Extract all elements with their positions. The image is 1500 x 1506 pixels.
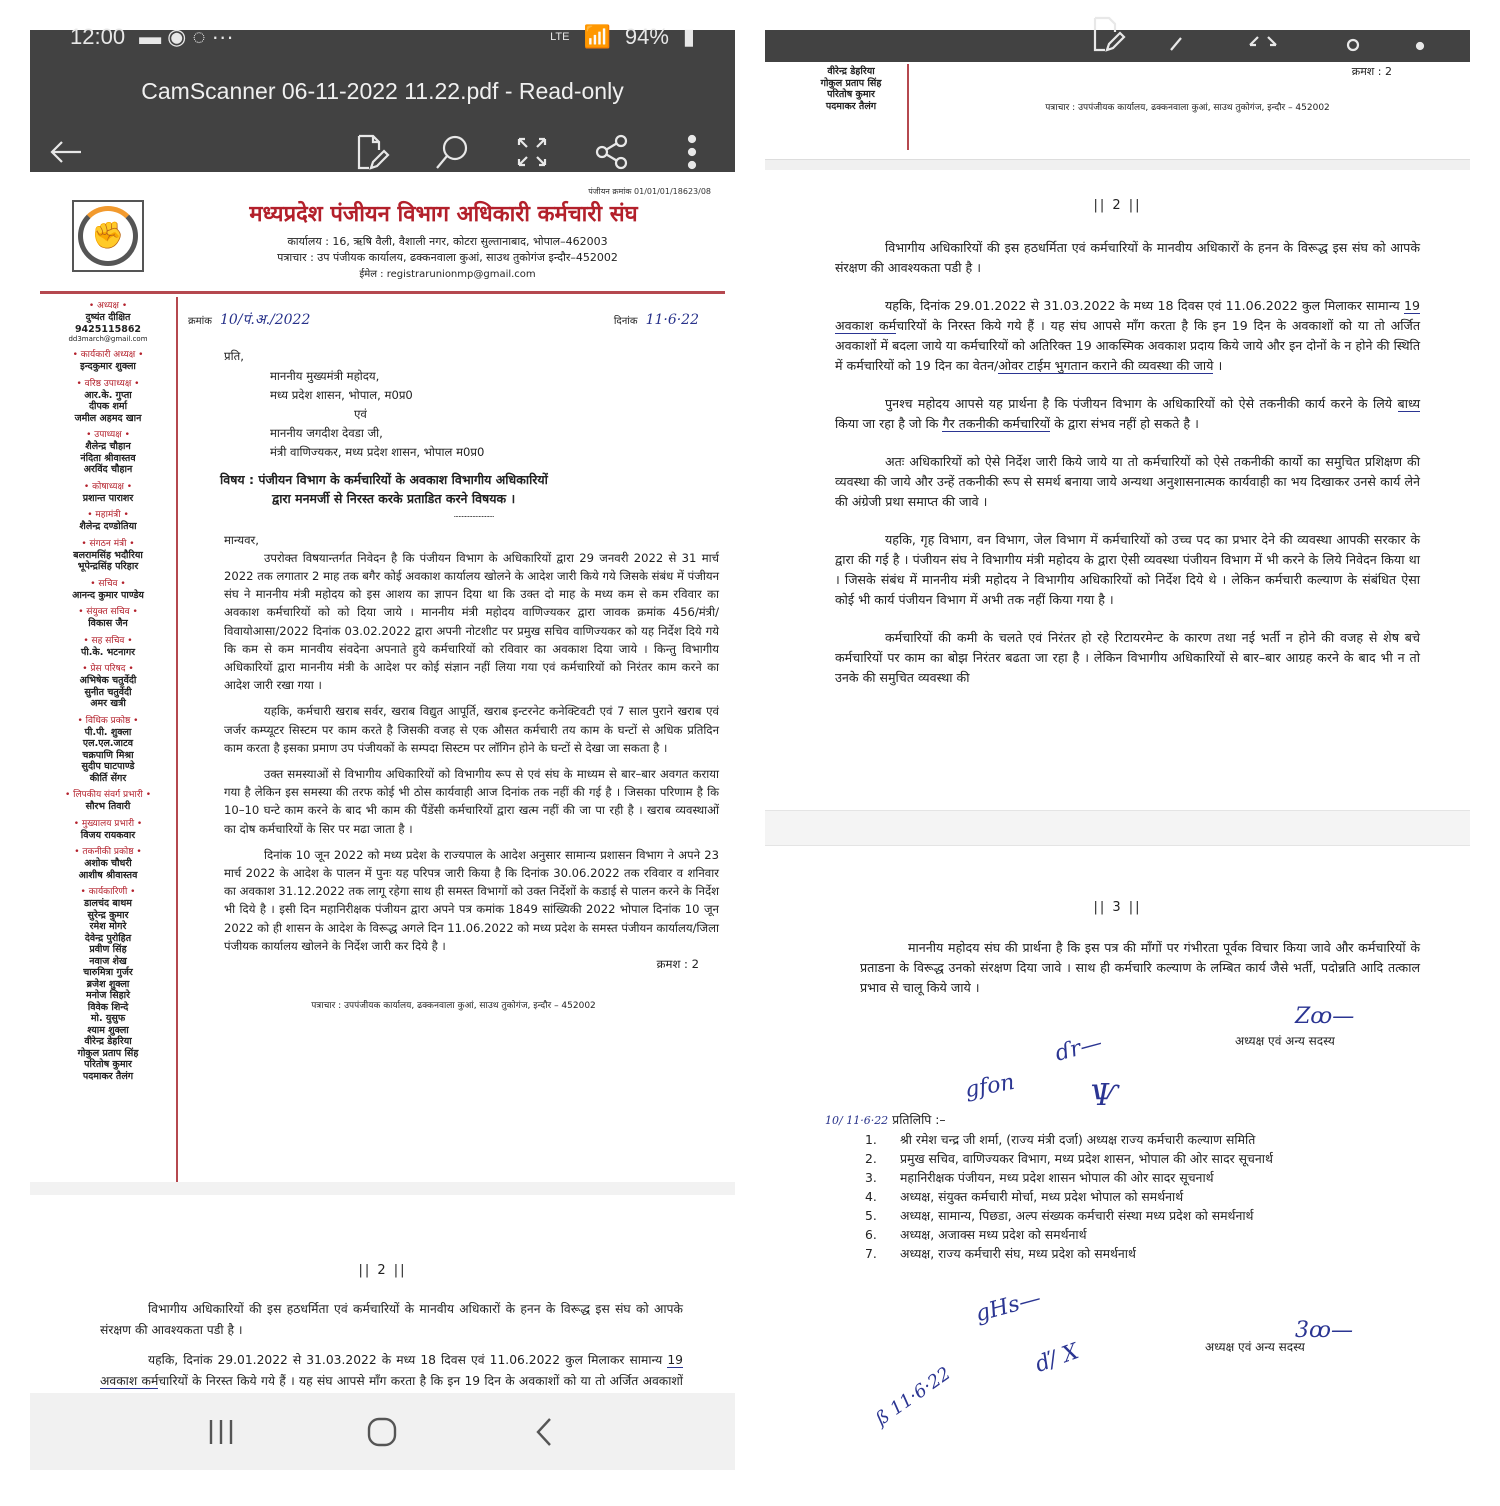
office-bearer-name: सुरेन्द्र कुमार — [87, 909, 129, 921]
office-bearer-name: जमील अहमद खान — [74, 412, 142, 424]
addressee-line: मध्य प्रदेश शासन, भोपाल, म0प्र0 — [270, 388, 413, 403]
page-number: || 2 || — [358, 1263, 407, 1278]
addressee-line: एवं — [354, 407, 367, 422]
office-bearer-role: • तकनीकी प्रकोष्ठ • — [74, 847, 142, 857]
organization-name: मध्यप्रदेश पंजीयन विभाग अधिकारी कर्मचारी संघ — [249, 201, 638, 227]
office-bearer-group — [40, 636, 176, 659]
office-bearer-name: शैलेन्द्र चौहान — [85, 441, 131, 452]
office-bearer-group — [40, 716, 176, 785]
page-footer: पत्राचार : उपपंजीयक कार्यालय, ढक्कनवाला कुआं, साउथ तुकोगंज, इन्दौर – 452002 — [1045, 103, 1330, 113]
paragraph: यहकि, कर्मचारी खराब सर्वर, खराब विद्युत आपूर्ति, खराब इन्टरनेट कनेक्टिवटी एवं 7 साल पुराने खराब एवं जर्जर कम्प्यूटर सिस्टम पर काम करते है जिसकी वजह से एक औसत कर्मचारी तय काम के घन्टों से अधिक प्रतिदिन काम करता है इसका प्रमाण उप पंजीयकों के सम्पदा सिस्टम पर लॉगिन होने के घन्टों से देखा जा सकता है । — [224, 704, 719, 755]
signatory-label: अध्यक्ष एवं अन्य सदस्य — [1205, 1340, 1305, 1354]
edit-pdf-icon — [355, 134, 389, 170]
signatory-label: अध्यक्ष एवं अन्य सदस्य — [1235, 1034, 1335, 1048]
office-bearer-name: गोकुल प्रताप सिंह — [77, 1047, 139, 1059]
member-signature: Ѱ — [1090, 1078, 1119, 1113]
cc-item-number: 1. — [865, 1132, 877, 1147]
office-bearer-role: • महामंत्री • — [87, 510, 129, 520]
cc-item — [825, 1206, 1390, 1225]
page-separator — [765, 160, 1470, 170]
cc-item-number: 4. — [865, 1189, 877, 1204]
office-bearer-role: • सचिव • — [90, 578, 126, 589]
office-bearer-group — [40, 350, 176, 373]
office-bearer-name: अशोक चौधरी — [84, 858, 132, 869]
letter-body — [188, 297, 719, 1182]
letterhead — [40, 172, 725, 294]
system-nav-bar — [30, 1393, 735, 1470]
letter-date: 11·6·22 — [645, 312, 699, 328]
back-button[interactable] — [46, 132, 86, 172]
cc-item — [825, 1149, 1390, 1168]
continued-marker: क्रमश : 2 — [656, 957, 699, 972]
office-bearer-group — [40, 819, 176, 842]
office-bearer-name: बलरामसिंह भदौरिया — [73, 549, 143, 561]
office-bearer-group — [40, 664, 176, 710]
cc-item-number: 7. — [865, 1246, 877, 1261]
handwritten-date: 11·6·22 — [886, 1363, 955, 1420]
document-title: CamScanner 06-11-2022 11.22.pdf - Read-only — [141, 78, 624, 104]
office-bearer-group — [40, 379, 176, 425]
office-bearer-group — [40, 510, 176, 533]
app-bar — [30, 50, 735, 172]
paragraph: यहकि, गृह विभाग, वन विभाग, जेल विभाग में कर्मचारियों को उच्च पद का प्रभार देने की व्यवस्था आपकी सरकार के द्वारा की गई है । पंजीयन संघ ने विभागीय मंत्री महोदय के द्वारा ऐसी व्यवस्था पंजीयन विभाग में भी करने के लिये निवेदन किया था । जिसके संबंध में माननीय मंत्री महोदय ने विभागीय अधिकारियों को निर्देश दिये थे । लेकिन कर्मचारी कल्याण के संबंधित ऐसा कोई भी कार्य पंजीयन विभाग में अभी तक नहीं किया गया है । — [835, 532, 1420, 607]
edit-pdf-button[interactable] — [352, 132, 392, 172]
cc-item — [825, 1187, 1390, 1206]
member-name: गोकुल प्रताप सिंह — [820, 77, 882, 89]
office-bearer-name: शैलेन्द्र दण्डोतिया — [79, 521, 137, 532]
addressee-line: माननीय मुख्यमंत्री महोदय, — [270, 369, 380, 384]
cc-item-text: महानिरीक्षक पंजीयन, मध्य प्रदेश शासन भोपाल की ओर सादर सूचनार्थ — [900, 1170, 1214, 1185]
pdf-page-2 — [30, 1195, 735, 1425]
network-label: LTE — [550, 31, 570, 43]
paragraph: माननीय महोदय संघ की प्रार्थना है कि इस पत्र की मॉंगों पर गंभीरता पूर्वक विचार किया जावे और कर्मचारियों के प्रताडना के विरूद्ध उनको संरक्षण दिया जावे । साथ ही कर्मचारि कल्याण के लम्बित कार्य जैसे भर्ती, पदोन्नति आदि तत्काल प्रभाव से चालू किये जाये । — [860, 940, 1420, 995]
member-signature: ď/ X — [1032, 1339, 1083, 1378]
office-bearer-group — [40, 539, 176, 573]
text-run: यहकि, दिनांक 29.01.2022 से 31.03.2022 के मध्य 18 दिवस एवं 11.06.2022 कुल मिलाकर सामान्य — [885, 298, 1400, 313]
status-bar — [30, 24, 735, 50]
underlined-text: ओवर टाईम भुगतान कराने की व्यवस्था की जाये — [998, 358, 1214, 373]
more-options-button[interactable] — [672, 132, 712, 172]
signal-icon: 📶 — [583, 24, 611, 49]
page-footer: पत्राचार : उपपंजीयक कार्यालय, ढक्कनवाला कुआं, साउथ तुकोगंज, इन्दौर – 452002 — [311, 1001, 596, 1012]
fullscreen-icon — [516, 136, 548, 168]
office-bearer-name: अमर खत्री — [90, 698, 126, 709]
cc-item — [825, 1168, 1390, 1187]
paragraph: उपरोक्त विषयान्तर्गत निवेदन है कि पंजीयन विभाग के अधिकारियों द्वारा 29 जनवरी 2022 से 31 मार्च 2022 तक लगातार 2 माह तक बगैर कोई अवकाश कार्यालय खोलने के आदेश जारी किये गये जिसके संबंध में पंजीयन संघ ने माननीय मंत्री महोदय को इस आशय का ज्ञापन दिया था कि उक्त दो माह के मध्य कम से कम रविवार का अवकाश कर्मचारियों को को दिया जाये । माननीय मंत्री महोदय वाणिज्यकर द्वारा जावक क्रमांक 456/मंत्री/विवायोआसा/2022 दिनांक 03.02.2022 द्वारा अपनी नोटशीट पर प्रमुख सचिव वाणिज्यकर को यह निर्देश दिये गये कि कम से कम मानवीय संवदेना अपनाते हुये कर्मचारियों को रविवार का अवकाश दिया जाये । किन्तु विभागीय अधिकारियों द्वारा माननीय मंत्री के आदेश पर कोई संज्ञान नहीं लिया गया एवं कर्मचारियों को निरंतर काम करने का आदेश जारी रखा गया । — [224, 550, 719, 693]
search-icon — [1169, 16, 1203, 52]
office-bearer-name: नवाज शेख — [89, 955, 127, 967]
office-bearer-name: श्याम शुक्ला — [87, 1024, 129, 1036]
office-bearer-role: • सह सचिव • — [83, 635, 133, 646]
edit-pdf-icon — [1091, 16, 1125, 52]
office-bearer-role: • संगठन मंत्री • — [81, 538, 135, 549]
page-number: || 3 || — [1093, 900, 1142, 915]
ref-number: 10/पं.अ./2022 — [219, 312, 311, 328]
office-bearer-name: ब्रजेश शुक्ला — [86, 978, 130, 990]
office-bearer-name: सौरभ तिवारी — [85, 801, 131, 812]
text-run: के द्वारा संभव नहीं हो सकते है । — [1050, 416, 1199, 431]
office-bearer-name: सुनीत चतुर्वेदी — [84, 686, 132, 698]
back-chevron-icon — [534, 1416, 554, 1448]
union-logo — [72, 200, 144, 272]
underlined-text: गैर तकनीकी कर्मचारियों — [942, 416, 1051, 431]
pdf-page-2 — [765, 170, 1470, 810]
paragraph: अतः अधिकारियों को ऐसे निर्देश जारी किये जाये या तो कर्मचारियों को ऐसे तकनीकी कार्यो का समुचित प्रशिक्षण की व्यवस्था की जाये और उन्हें तकनीकी रूप से समर्थ बनाया जाये अन्यथा अनुशासनात्मक कार्यवाही का भय दिखाकर उनसे कार्य लेने की अंग्रेजी प्रथा समाप्त की जावे । — [835, 454, 1420, 509]
text-run: पुनश्च महोदय आपसे यह प्रार्थना है कि पंजीयन विभाग के अधिकारियों को ऐसे तकनीकी कार्य करने के लिये — [885, 396, 1393, 411]
addressee-line: माननीय जगदीश देवडा जी, — [270, 426, 383, 441]
member-name: पदमाकर तैलंग — [825, 100, 877, 112]
paragraph: विभागीय अधिकारियों की इस हठधर्मिता एवं कर्मचारियों के मानवीय अधिकारों के हनन के विरूद्ध इस संघ को आपके संरक्षण की आवश्यकता पडी है । — [835, 240, 1420, 275]
office-bearers-sidebar — [40, 297, 178, 1182]
text-run: मचारियों के निरस्त किये गये हैं । यह संघ आपसे मॉंग करता है कि इन 19 दिन के अवकाशों को या तो अर्जित अवकाशों में बदला जाये या कर्मचारियों को अतिरिक्त 19 आकस्मिक अवकाश प्रदाय किये जाये और इन दोनों के न होने की स्थिति में कर्मचारियों को 19 दिन का वेतन/ — [835, 318, 1421, 373]
more-vert-icon — [687, 135, 697, 169]
office-bearer-name: वीरेन्द्र डेहरिया — [84, 1036, 132, 1047]
pdf-page-3 — [765, 846, 1470, 1506]
cc-item-text: अध्यक्ष, संयुक्त कर्मचारी मोर्चा, मध्य प्रदेश भोपाल को समर्थनार्थ — [900, 1189, 1184, 1204]
office-bearer-name: विवेक शिन्दे — [87, 1001, 129, 1013]
salutation: मान्यवर, — [224, 532, 259, 547]
office-bearer-name: दुष्यंत दीक्षित — [85, 312, 131, 323]
paragraph — [835, 394, 1420, 434]
battery-level: 94% — [624, 24, 669, 49]
back-arrow-icon — [49, 140, 83, 164]
cc-header — [825, 1110, 1390, 1130]
office-bearer-name: मनोज सिहारे — [85, 990, 131, 1001]
office-bearer-name: रमेश मोगरे — [89, 921, 127, 932]
registration-number: पंजीयन क्रमांक 01/01/01/18623/08 — [588, 187, 711, 196]
cc-item-number: 3. — [865, 1170, 877, 1185]
office-bearer-name: आनन्द कुमार पाण्डेय — [72, 589, 144, 601]
office-bearer-name: पी.पी. शुक्ला — [84, 726, 132, 738]
office-bearer-name: अभिषेक चतुर्वेदी — [79, 675, 137, 686]
subject-label: विषय : — [220, 472, 255, 488]
office-bearer-name: प्रवीण सिंह — [89, 944, 127, 955]
office-bearer-name: चारुमित्रा गुर्जर — [83, 967, 133, 978]
cc-item — [825, 1244, 1390, 1263]
recent-apps-button[interactable] — [197, 1408, 245, 1456]
search-button[interactable] — [432, 132, 472, 172]
office-bearer-name: चक्रपाणि मिश्रा — [82, 749, 134, 761]
recent-apps-icon — [206, 1418, 236, 1446]
page3-body — [860, 938, 1420, 998]
subject-block — [220, 470, 719, 508]
pdf-page-1-bottom — [765, 62, 1470, 160]
copy-to-list — [825, 1110, 1390, 1263]
member-signature: ɗr— — [1052, 1030, 1105, 1067]
fist-emblem-icon: ✊ — [78, 206, 138, 266]
office-bearer-name: मो. युसुफ — [90, 1013, 126, 1024]
office-bearer-role: • कार्यकारी अध्यक्ष • — [72, 350, 144, 360]
share-icon — [595, 134, 629, 170]
office-bearer-role: • उपाध्यक्ष • — [86, 430, 130, 440]
office-bearer-group — [40, 579, 176, 602]
office-bearer-name: पदमाकर तैलंग — [82, 1070, 134, 1082]
office-bearer-name: विजय रायकवार — [80, 829, 136, 841]
battery-icon: ▮ — [682, 24, 695, 49]
addressee-block — [224, 367, 719, 462]
cc-item-number: 2. — [865, 1151, 877, 1166]
cc-item-text: श्री रमेश चन्द्र जी शर्मा, (राज्य मंत्री दर्जा) अध्यक्ष राज्य कर्मचारी कल्याण समिति — [900, 1132, 1256, 1147]
page-separator — [765, 810, 1470, 846]
subject-divider: .......................... — [453, 510, 494, 520]
subject-line: पंजीयन विभाग के कर्मचारियों के अवकाश विभागीय अधिकारियों — [258, 472, 548, 488]
cc-item-text: प्रमुख सचिव, वाणिज्यकर विभाग, मध्य प्रदेश शासन, भोपाल की ओर सादर सूचनार्थ — [900, 1151, 1273, 1166]
home-button[interactable] — [358, 1408, 406, 1456]
office-bearer-role: • कोषाध्यक्ष • — [83, 481, 133, 492]
handwritten-note: 10/ 11·6·22 — [825, 1114, 889, 1127]
paragraph: विभागीय अधिकारियों की इस हठधर्मिता एवं कर्मचारियों के मानवीय अधिकारों के हनन के विरूद्ध इस संघ को आपके संरक्षण की आवश्यकता पडी है । — [100, 1302, 683, 1337]
fullscreen-button[interactable] — [512, 132, 552, 172]
office-address: कार्यालय : 16, ऋषि वैली, वैशाली नगर, कोटरा सुल्तानाबाद, भोपाल–462003 — [287, 235, 608, 248]
paragraph: दिनांक 10 जून 2022 को मध्य प्रदेश के राज्यपाल के आदेश अनुसार सामान्य प्रशासन विभाग ने अपने 23 मार्च 2022 के आदेश के पालन में पुनः यह परिपत्र जारी किया है कि दिनांक 30.06.2022 तक रविवार व शनिवार का अवकाश 31.12.2022 तक लागू रहेगा साथ ही समस्त विभागों को उक्त निर्देशों के कडाई से पालन करने के निर्देश भी दिये है । इसी दिन महानिरीक्षक पंजीयन द्वारा अपने पत्र कमांक 1849 सांख्यिकी 2022 भोपाल दिनांक 10 जून 2022 को ही शासन के आदेश के विरूद्ध अगले दिन 11.06.2022 को मध्य प्रदेश के समस्त पंजीयन कार्यालय/जिला पंजीयक कार्यालय खोलने के निर्देश जारी कर दिये है । — [224, 847, 719, 953]
sidebar-tail — [795, 64, 909, 150]
date-label: दिनांक — [613, 316, 638, 327]
office-bearer-group — [40, 301, 176, 344]
cc-item-number: 6. — [865, 1227, 877, 1242]
office-bearer-role: • कार्यकारिणी • — [80, 887, 136, 897]
cc-item-text: अध्यक्ष, अजाक्स मध्य प्रदेश को समर्थनार्थ — [900, 1227, 1087, 1242]
cc-item — [825, 1225, 1390, 1244]
search-icon — [435, 134, 469, 170]
office-bearer-role: • विधिक प्रकोष्ठ • — [77, 715, 139, 726]
text-run: । — [1213, 358, 1223, 373]
paragraph-cut: कर्मचारियों की कमी के चलते एवं निरंतर हो रहे रिटायरमेन्ट के कारण तथा नई भर्ती न होने की वजह से शेष बचे कर्मचारियों पर काम का बोझ निरंतर बढता जा रहा है । लेकिन विभागीय अधिकारियों से बार–बार आग्रह करने के बाद भी न तो उनके की समुचित व्यवस्था की — [835, 630, 1420, 685]
office-bearer-name: अरविंद चौहान — [83, 464, 133, 475]
office-bearer-name: दीपक शर्मा — [88, 401, 128, 412]
cc-title: प्रतिलिपि :– — [892, 1112, 946, 1127]
correspondence-address: पत्राचार : उप पंजीयक कार्यालय, ढक्कनवाला कुआं, साउथ तुकोगंज इन्दौर–452002 — [277, 251, 618, 264]
paragraph — [835, 296, 1420, 376]
home-icon — [366, 1416, 398, 1448]
office-bearer-group — [40, 607, 176, 630]
office-bearer-name: आर.के. गुप्ता — [84, 389, 132, 401]
office-bearer-name: प्रशान्त पाराशर — [82, 492, 134, 504]
office-bearer-group — [40, 790, 176, 813]
share-button[interactable] — [592, 132, 632, 172]
office-bearer-group — [40, 482, 176, 505]
app-bar-partial — [765, 30, 1470, 62]
office-bearer-role: • वरिष्ठ उपाध्यक्ष • — [76, 378, 140, 389]
share-icon — [1327, 16, 1361, 52]
office-bearer-name: एल.एल.जाटव — [82, 738, 134, 749]
office-bearer-name: विकास जैन — [88, 618, 128, 629]
to-label: प्रति, — [224, 349, 244, 364]
office-bearer-group — [40, 847, 176, 881]
status-time: 12:00 — [70, 24, 126, 49]
office-bearer-name: 9425115862 — [74, 323, 142, 335]
cc-item-text: अध्यक्ष, सामान्य, पिछडा, अल्प संख्यक कर्मचारी संस्था मध्य प्रदेश को समर्थनार्थ — [900, 1208, 1254, 1223]
office-bearer-role: • प्रेस परिषद • — [82, 664, 134, 674]
dated-initials: ß 11·6·22 — [871, 1363, 955, 1430]
text-run: यहकि, दिनांक 29.01.2022 से 31.03.2022 के मध्य 18 दिवस एवं 11.06.2022 कुल मिलाकर सामान्य — [148, 1353, 663, 1367]
office-bearer-group — [40, 887, 176, 1082]
addressee-line: मंत्री वाणिज्यकर, मध्य प्रदेश शासन, भोपाल म0प्र0 — [270, 445, 485, 460]
office-bearer-name: पी.के. भटनागर — [80, 646, 136, 658]
office-bearer-role: • अध्यक्ष • — [88, 301, 128, 311]
office-bearer-name: आशीष श्रीवास्तव — [78, 869, 138, 881]
member-name: परितोष कुमार — [827, 89, 875, 100]
subject-line: द्वारा मनमर्जी से निरस्त करके प्रताडित करने विषयक । — [272, 491, 516, 507]
underlined-text: 19 अवकाश कर् — [835, 298, 1420, 333]
office-bearer-name: नंदिता श्रीवास्तव — [80, 452, 136, 464]
reference-row — [188, 297, 719, 331]
page-number: || 2 || — [1093, 198, 1142, 213]
text-run: मचारियों के निरस्त किये गये हैं । यह संघ आपसे मॉंग करता है कि इन 19 दिन के अवकाशों को या तो अर्जित अवकाशों — [158, 1373, 683, 1388]
office-bearer-name: सुदीप घाटपाण्डे — [81, 761, 135, 772]
member-signature: gfon — [963, 1069, 1017, 1104]
office-bearer-role: • लिपकीय संवर्ग प्रभारी • — [64, 790, 151, 800]
pdf-page-1 — [30, 172, 735, 1182]
text-run: किया जा रहा है जो कि — [835, 416, 943, 431]
office-bearer-email: dd3march@gmail.com — [68, 335, 148, 343]
notification-icons: ▬ ◉ ◌ ··· — [139, 24, 234, 49]
president-signature: 3ꝏ— — [1295, 1318, 1353, 1343]
underlined-text: बाध्य — [1397, 396, 1420, 411]
underlined-text: 19 अवकाश कर् — [100, 1353, 683, 1388]
cc-item — [825, 1130, 1390, 1149]
member-signature: gHs— — [972, 1285, 1044, 1328]
member-name: वीरेन्द्र डेहरिया — [827, 66, 875, 77]
page2-body — [835, 238, 1420, 690]
ref-label: क्रमांक — [188, 316, 212, 327]
office-bearer-role: • मुख्यालय प्रभारी • — [73, 818, 143, 829]
fullscreen-icon — [1247, 16, 1279, 48]
more-vert-icon — [1415, 16, 1425, 50]
email-address: ईमेल : registrarunionmp@gmail.com — [359, 269, 536, 280]
office-bearer-name: इन्दकुमार शुक्ला — [80, 361, 136, 372]
office-bearer-name: कीर्ति सेंगर — [89, 772, 127, 784]
back-nav-button[interactable] — [520, 1408, 568, 1456]
continued-marker: क्रमश : 2 — [1351, 65, 1392, 78]
paragraph: उक्त समस्याओं से विभागीय अधिकारियों को विभागीय रूप से एवं संघ के माध्यम से बार–बार अवगत कराया गया है लेकिन इस समस्या की तरफ कोई भी ठोस कार्यवाही आज दिनांक तक नहीं की गई है । जिसका परिणाम है कि 10–10 घन्टे काम करने के बाद भी काम की पैंडेंसी कर्मचारियों द्वारा खत्म नहीं की जा पा रही है । खराब व्यवस्थाओं का दोष कर्मचारियों के सिर पर मढा जाता है । — [224, 767, 719, 836]
office-bearer-name: देवेन्द्र पुरोहित — [84, 932, 132, 944]
office-bearer-group — [40, 430, 176, 476]
office-bearer-name: भूपेन्द्रसिंह परिहार — [77, 561, 139, 572]
phone-screen-right — [765, 30, 1470, 1470]
cc-item-text: अध्यक्ष, राज्य कर्मचारी संघ, मध्य प्रदेश को समर्थनार्थ — [900, 1246, 1136, 1261]
office-bearer-name: डालचंद बाथम — [83, 898, 132, 909]
cc-item-number: 5. — [865, 1208, 877, 1223]
office-bearer-role: • संयुक्त सचिव • — [78, 607, 138, 617]
office-bearer-name: परितोष कुमार — [84, 1059, 132, 1070]
phone-screen-left — [30, 24, 735, 1470]
president-signature: Zꝏ— — [1295, 1004, 1355, 1029]
